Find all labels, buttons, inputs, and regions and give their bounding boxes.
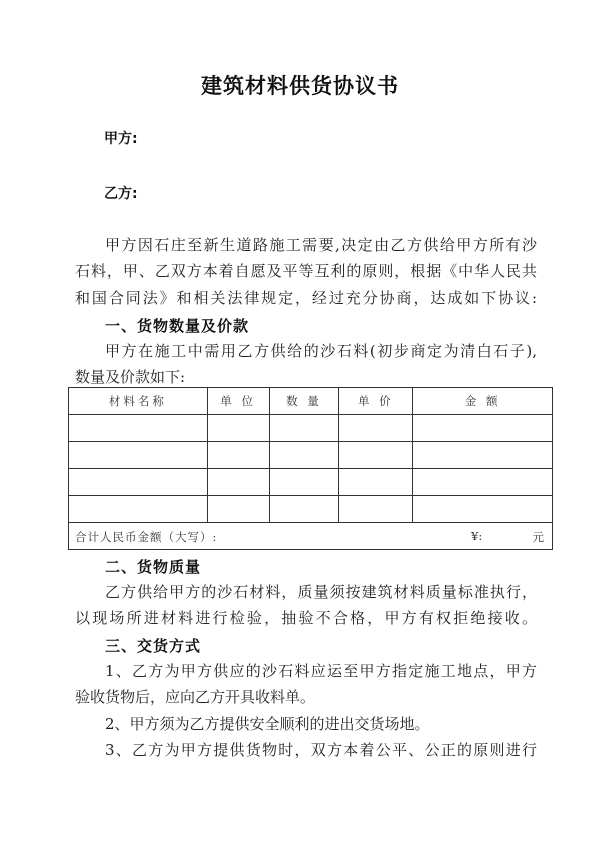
table-row: [69, 469, 553, 496]
header-unit: 单 位: [207, 388, 269, 415]
section-1-heading: 一、货物数量及价款: [105, 317, 250, 335]
table-row: [69, 496, 553, 523]
preamble-line-1: 甲方因石庄至新生道路施工需要,决定由乙方供给甲方所有沙: [105, 236, 537, 254]
cell-material-name[interactable]: [69, 442, 208, 469]
section-3-line-1: 1、乙方为甲方供应的沙石料应运至甲方指定施工地点，甲方: [105, 662, 537, 680]
total-cell[interactable]: [69, 523, 553, 550]
cell-amount[interactable]: [413, 442, 553, 469]
cell-quantity[interactable]: [269, 469, 339, 496]
section-3-line-3: 2、甲方须为乙方提供安全顺利的进出交货场地。: [105, 715, 430, 733]
cell-material-name[interactable]: [69, 469, 208, 496]
section-1-line-2: 数量及价款如下:: [75, 368, 186, 386]
cell-amount[interactable]: [413, 469, 553, 496]
header-unit-price: 单 价: [339, 388, 413, 415]
table-row: [69, 415, 553, 442]
cell-unit-price[interactable]: [339, 442, 413, 469]
cell-unit[interactable]: [207, 415, 269, 442]
header-amount: 金 额: [413, 388, 553, 415]
cell-unit[interactable]: [207, 469, 269, 496]
document-title: 建筑材料供货协议书: [201, 74, 399, 98]
cell-material-name[interactable]: [69, 415, 208, 442]
section-2-line-1: 乙方供给甲方的沙石材料，质量须按建筑材料质量标准执行，: [105, 583, 537, 601]
party-a-label: 甲方:: [104, 131, 138, 147]
section-3-line-4: 3、乙方为甲方提供货物时，双方本着公平、公正的原则进行: [105, 741, 537, 759]
section-3-heading: 三、交货方式: [105, 637, 202, 655]
cell-quantity[interactable]: [269, 415, 339, 442]
goods-price-table: [68, 387, 553, 550]
cell-unit-price[interactable]: [339, 415, 413, 442]
section-3-line-2: 验收货物后，应向乙方开具收料单。: [75, 688, 316, 706]
cell-unit[interactable]: [207, 442, 269, 469]
cell-quantity[interactable]: [269, 496, 339, 523]
preamble-line-3: 和国合同法》和相关法律规定，经过充分协商，达成如下协议:: [75, 289, 537, 307]
cell-amount[interactable]: [413, 496, 553, 523]
table-total-row: [69, 523, 553, 550]
cell-amount[interactable]: [413, 415, 553, 442]
section-2-line-2: 以现场所进材料进行检验，抽验不合格，甲方有权拒绝接收。: [75, 609, 537, 627]
total-unit: 元: [532, 530, 544, 544]
section-1-line-1: 甲方在施工中需用乙方供给的沙石料(初步商定为清白石子),: [105, 342, 537, 360]
table-header-row: [69, 388, 553, 415]
cell-unit-price[interactable]: [339, 469, 413, 496]
table-row: [69, 442, 553, 469]
total-yen-label: ¥:: [471, 529, 483, 543]
total-label: 合计人民币金额（大写）:: [75, 530, 218, 544]
cell-quantity[interactable]: [269, 442, 339, 469]
cell-unit-price[interactable]: [339, 496, 413, 523]
cell-unit[interactable]: [207, 496, 269, 523]
preamble-line-2: 石料，甲、乙双方本着自愿及平等互利的原则，根据《中华人民共: [75, 262, 537, 280]
cell-material-name[interactable]: [69, 496, 208, 523]
header-quantity: 数 量: [269, 388, 339, 415]
section-2-heading: 二、货物质量: [105, 558, 202, 576]
party-b-label: 乙方:: [104, 186, 138, 202]
header-material-name: 材料名称: [69, 388, 208, 415]
